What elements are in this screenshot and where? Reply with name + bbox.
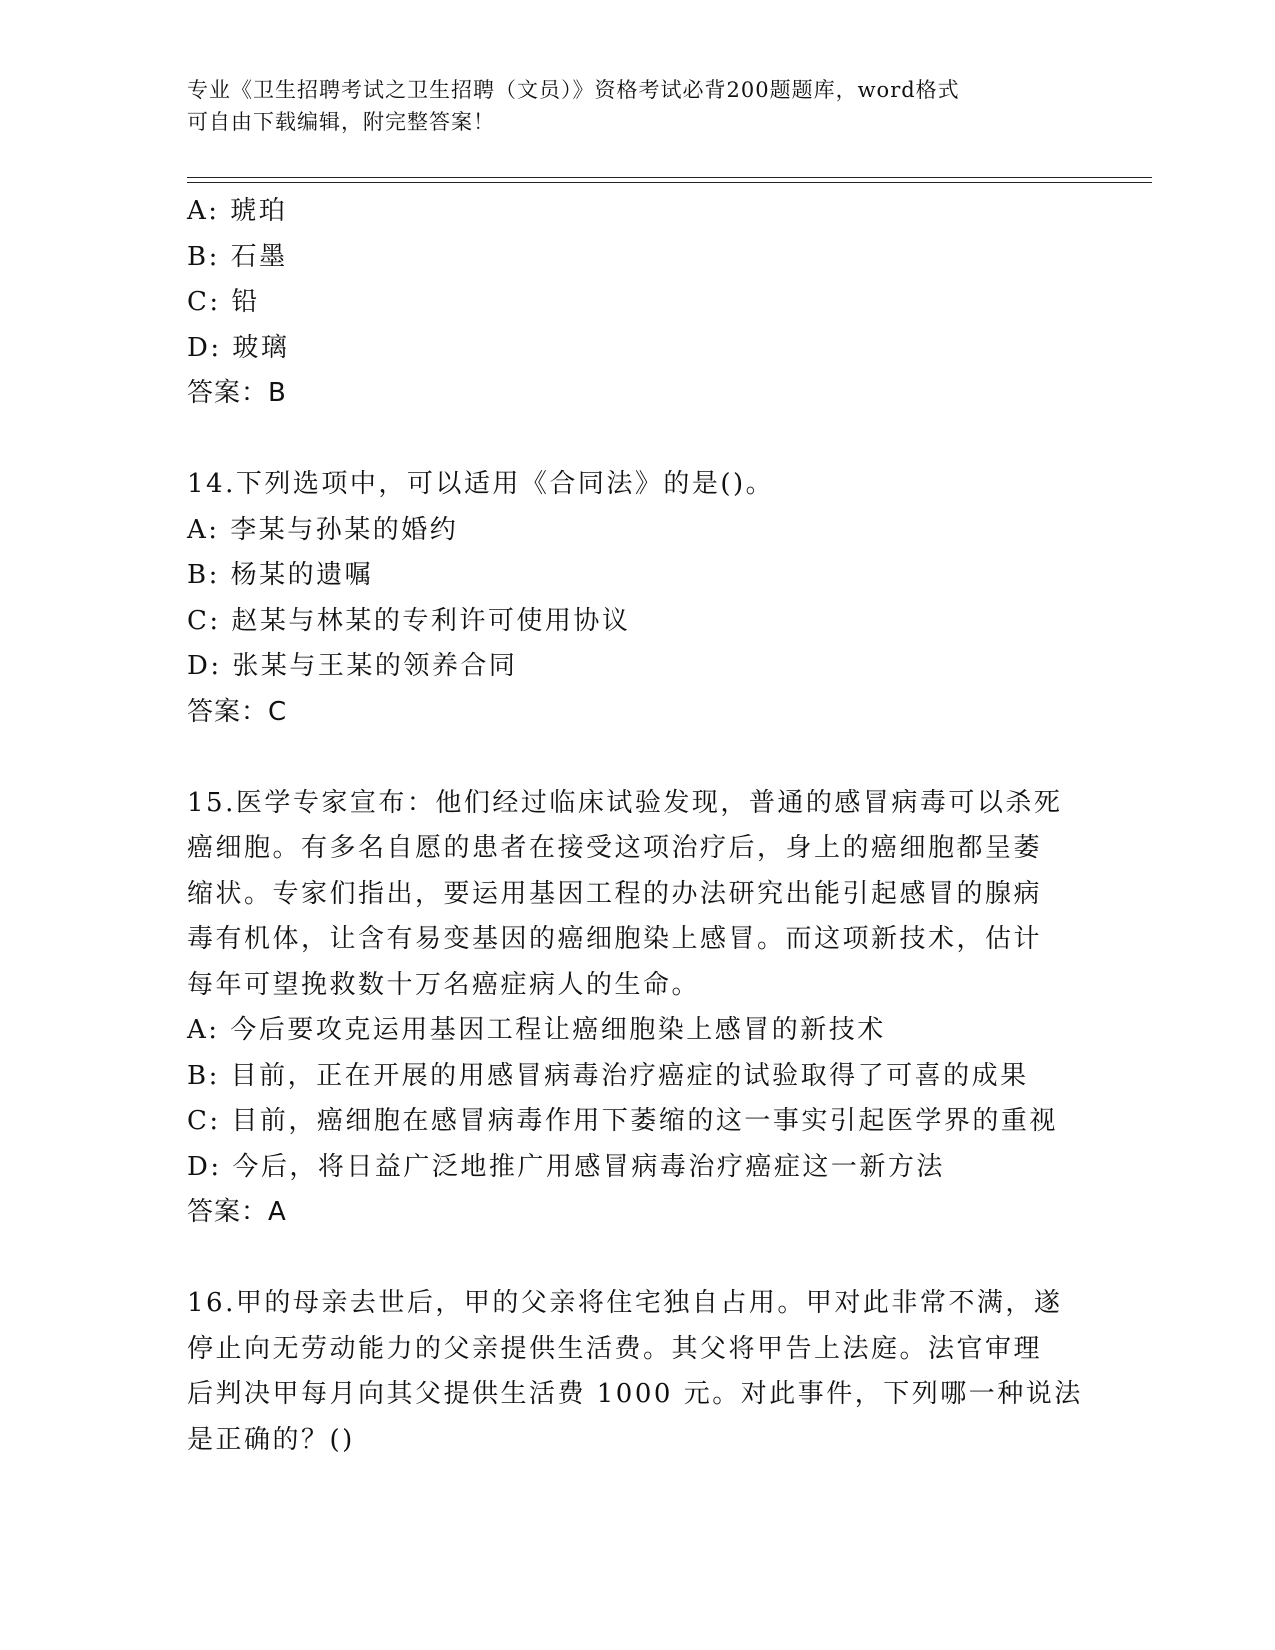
answer-line: 答案：B [187, 378, 287, 408]
option-a: A: 今后要攻克运用基因工程让癌细胞染上感冒的新技术 [187, 1015, 886, 1045]
question-stem-line: 15.医学专家宣布：他们经过临床试验发现，普通的感冒病毒可以杀死 [187, 787, 1063, 818]
question-15 [187, 781, 1087, 1236]
answer-line: 答案：C [187, 696, 288, 727]
option-c: C: 赵某与林某的专利许可使用协议 [187, 605, 631, 636]
question-stem-line: 停止向无劳动能力的父亲提供生活费。其父将甲告上法庭。法官审理 [187, 1333, 1043, 1364]
spacer [187, 1236, 1087, 1282]
spacer [187, 735, 1087, 781]
question-14 [187, 462, 1087, 735]
option-b: B: 目前，正在开展的用感冒病毒治疗癌症的试验取得了可喜的成果 [187, 1060, 1029, 1091]
option-b: B: 石墨 [187, 241, 288, 272]
spacer [187, 417, 1087, 463]
option-b: B: 杨某的遗嘱 [187, 560, 374, 590]
question-stem-line: 缩状。专家们指出，要运用基因工程的办法研究出能引起感冒的腺病 [187, 878, 1043, 909]
header-divider-top [187, 177, 1152, 178]
option-a: A: 琥珀 [187, 196, 288, 226]
header-line-2: 可自由下载编辑，附完整答案！ [187, 110, 495, 134]
document-body [187, 189, 1087, 1463]
question-stem: 14.下列选项中，可以适用《合同法》的是()。 [187, 469, 775, 499]
header-line-1: 专业《卫生招聘考试之卫生招聘（文员）》资格考试必背200题题库，word格式 [187, 78, 960, 102]
document-header [187, 74, 1067, 138]
question-stem-line: 是正确的？() [187, 1424, 355, 1455]
option-c: C: 目前，癌细胞在感冒病毒作用下萎缩的这一事实引起医学界的重视 [187, 1106, 1058, 1136]
question-13 [187, 189, 1087, 417]
question-stem-line: 后判决甲每月向其父提供生活费 1000 元。对此事件，下列哪一种说法 [187, 1379, 1083, 1409]
option-d: D: 玻璃 [187, 332, 290, 363]
header-divider-bottom [187, 182, 1152, 183]
question-stem-line: 每年可望挽救数十万名癌症病人的生命。 [187, 969, 701, 1000]
question-stem-line: 16.甲的母亲去世后，甲的父亲将住宅独自占用。甲对此非常不满，遂 [187, 1288, 1063, 1318]
question-16 [187, 1281, 1087, 1463]
answer-line: 答案：A [187, 1197, 287, 1227]
option-d: D: 张某与王某的领养合同 [187, 651, 518, 681]
option-a: A: 李某与孙某的婚约 [187, 514, 459, 545]
option-d: D: 今后，将日益广泛地推广用感冒病毒治疗癌症这一新方法 [187, 1151, 945, 1182]
option-c: C: 铅 [187, 287, 260, 317]
question-stem-line: 癌细胞。有多名自愿的患者在接受这项治疗后，身上的癌细胞都呈萎 [187, 833, 1043, 863]
question-stem-line: 毒有机体，让含有易变基因的癌细胞染上感冒。而这项新技术，估计 [187, 924, 1043, 954]
